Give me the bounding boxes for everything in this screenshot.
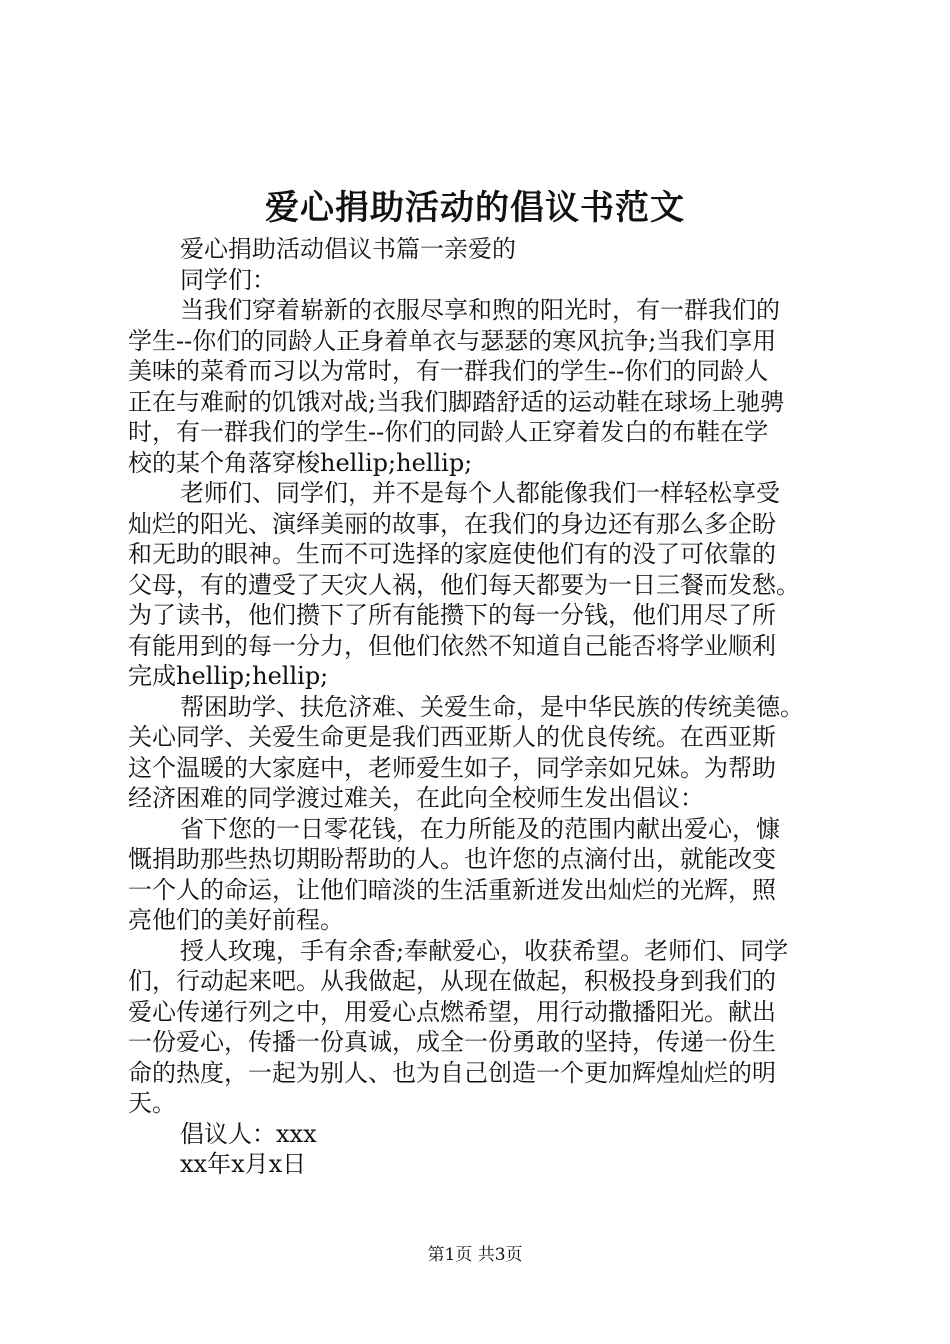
body-line: 爱心捐助活动倡议书篇一亲爱的 (180, 235, 516, 263)
body-line: 完成hellip;hellip; (128, 662, 329, 690)
body-line: 正在与难耐的饥饿对战;当我们脚踏舒适的运动鞋在球场上驰骋 (128, 387, 785, 416)
body-line: 关心同学、关爱生命更是我们西亚斯人的优良传统。在西亚斯 (128, 723, 776, 751)
body-line: 亮他们的美好前程。 (128, 906, 344, 934)
body-line: 学生--你们的同龄人正身着单衣与瑟瑟的寒风抗争;当我们享用 (128, 326, 777, 355)
body-line: 一个人的命运，让他们暗淡的生活重新迸发出灿烂的光辉，照 (128, 875, 776, 904)
body-line: 为了读书，他们攒下了所有能攒下的每一分钱，他们用尽了所 (128, 601, 776, 629)
body-line: 这个温暖的大家庭中，老师爱生如子，同学亲如兄妹。为帮助 (128, 753, 776, 782)
signature-line: 倡议人：xxx (180, 1119, 317, 1148)
body-line: 老师们、同学们，并不是每个人都能像我们一样轻松享受 (180, 479, 780, 507)
body-line: 灿烂的阳光、演绎美丽的故事，在我们的身边还有那么多企盼 (128, 509, 776, 538)
body-line: 授人玫瑰，手有余香;奉献爱心，收获希望。老师们、同学 (180, 936, 789, 965)
date-line: xx年x月x日 (180, 1150, 307, 1178)
body-line: 命的热度，一起为别人、也为自己创造一个更加辉煌灿烂的明 (128, 1058, 776, 1087)
body-line: 有能用到的每一分力，但他们依然不知道自己能否将学业顺利 (128, 631, 776, 660)
body-line: 慨捐助那些热切期盼帮助的人。也许您的点滴付出，就能改变 (128, 845, 776, 873)
body-line: 校的某个角落穿梭hellip;hellip; (128, 448, 473, 477)
page-footer: 第1页 共3页 (427, 1245, 523, 1265)
body-line: 和无助的眼神。生而不可选择的家庭使他们有的没了可依靠的 (128, 540, 776, 568)
body-line: 天。 (128, 1089, 176, 1117)
body-line: 当我们穿着崭新的衣服尽享和煦的阳光时，有一群我们的 (180, 296, 780, 324)
body-line: 美味的菜肴而习以为常时，有一群我们的学生--你们的同龄人 (128, 357, 769, 385)
body-line: 爱心传递行列之中，用爱心点燃希望，用行动撒播阳光。献出 (128, 997, 776, 1026)
document-body (128, 234, 834, 1180)
body-line: 时，有一群我们的学生--你们的同龄人正穿着发白的布鞋在学 (128, 418, 769, 446)
body-line: 帮困助学、扶危济难、关爱生命，是中华民族的传统美德。 (180, 692, 804, 721)
document-title: 爱心捐助活动的倡议书范文 (265, 188, 685, 228)
body-line: 同学们： (180, 265, 276, 294)
body-line: 一份爱心，传播一份真诚，成全一份勇敢的坚持，传递一份生 (128, 1028, 776, 1056)
body-line: 经济困难的同学渡过难关，在此向全校师生发出倡议： (128, 784, 704, 812)
body-line: 父母，有的遭受了天灾人祸，他们每天都要为一日三餐而发愁。 (128, 570, 800, 599)
body-line: 省下您的一日零花钱，在力所能及的范围内献出爱心，慷 (180, 814, 780, 843)
body-line: 们，行动起来吧。从我做起，从现在做起，积极投身到我们的 (128, 967, 776, 995)
